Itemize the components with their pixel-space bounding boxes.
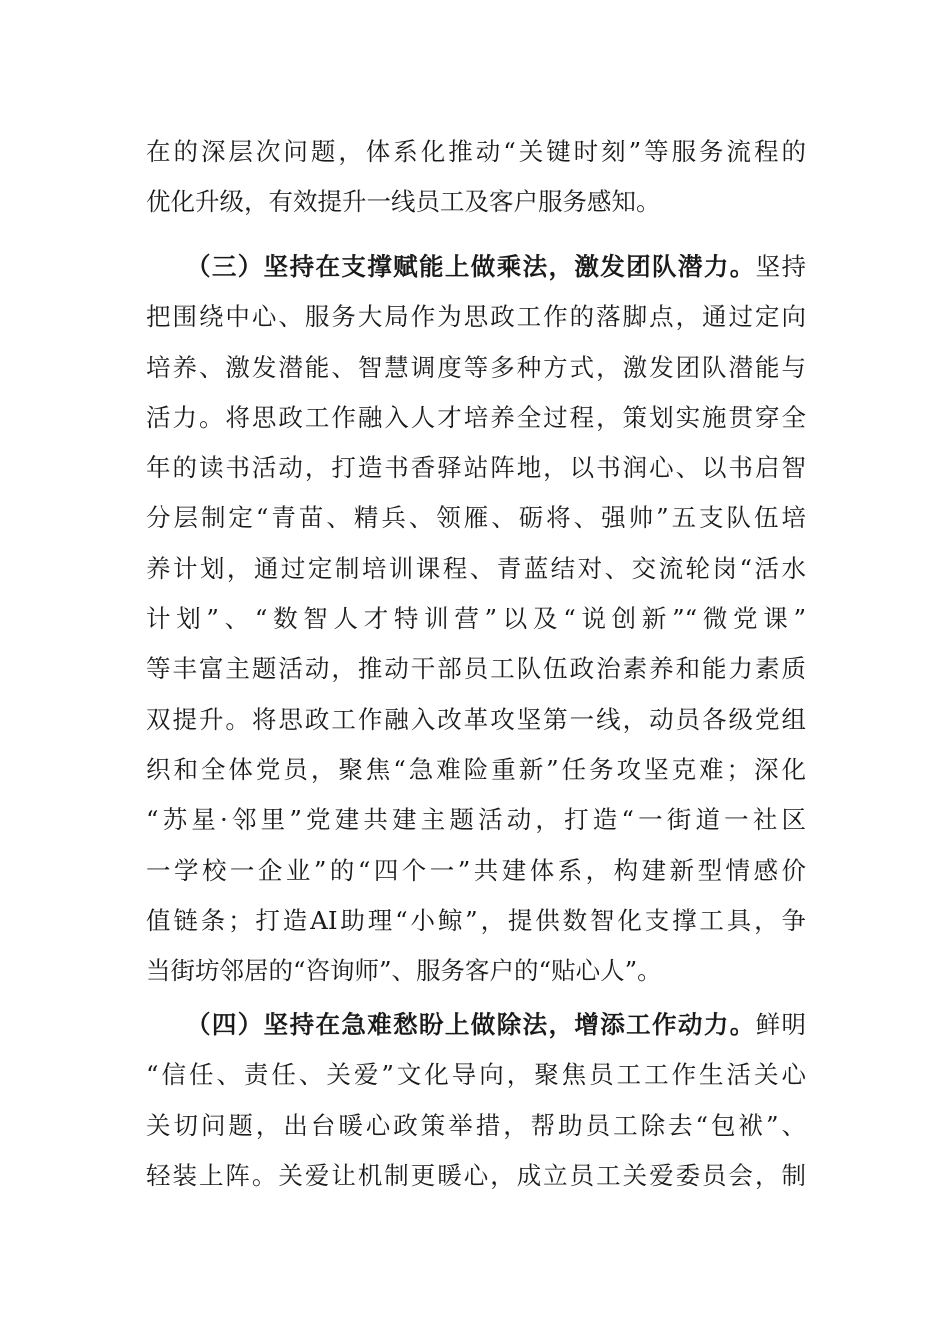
text-line: “信任、责任、关爱”文化导向，聚焦员工工作生活关心 bbox=[146, 1060, 806, 1090]
section-heading: （三）坚持在支撑赋能上做乘法，激发团队潜力。 bbox=[186, 252, 756, 281]
text-line: 把围绕中心、服务大局作为思政工作的落脚点，通过定向 bbox=[146, 302, 806, 332]
text-run: 鲜明 bbox=[755, 1010, 807, 1039]
text-line: 当街坊邻居的“咨询师”、服务客户的“贴心人”。 bbox=[146, 956, 662, 986]
text-run: 坚持 bbox=[755, 252, 807, 281]
text-line: 关切问题，出台暖心政策举措，帮助员工除去“包袱”、 bbox=[146, 1110, 806, 1140]
text-line: 培养、激发潜能、智慧调度等多种方式，激发团队潜能与 bbox=[146, 352, 806, 382]
text-line: 计划”、“数智人才特训营”以及“说创新”“微党课” bbox=[146, 604, 806, 634]
text-line: 年的读书活动，打造书香驿站阵地，以书润心、以书启智 bbox=[146, 453, 806, 483]
text-line: 值链条；打造AI助理“小鲸”，提供数智化支撑工具，争 bbox=[146, 905, 806, 935]
text-line: 在的深层次问题，体系化推动“关键时刻”等服务流程的 bbox=[146, 137, 806, 166]
text-line: 分层制定“青苗、精兵、领雁、砺将、强帅”五支队伍培 bbox=[146, 503, 806, 533]
text-line: 织和全体党员，聚焦“急难险重新”任务攻坚克难；深化 bbox=[146, 754, 806, 784]
text-line: 优化升级，有效提升一线员工及客户服务感知。 bbox=[146, 187, 661, 217]
section-heading: （四）坚持在急难愁盼上做除法，增添工作动力。 bbox=[186, 1010, 756, 1039]
text-line: 养计划，通过定制培训课程、青蓝结对、交流轮岗“活水 bbox=[146, 553, 806, 583]
paragraph-section-3 bbox=[146, 242, 806, 996]
paragraph-first-line bbox=[146, 242, 806, 292]
paragraph-first-line bbox=[146, 1000, 806, 1050]
text-line: 等丰富主题活动，推动干部员工队伍政治素养和能力素质 bbox=[146, 654, 806, 684]
text-line: 双提升。将思政工作融入改革攻坚第一线，动员各级党组 bbox=[146, 704, 806, 734]
text-line: 活力。将思政工作融入人才培养全过程，策划实施贯穿全 bbox=[146, 402, 806, 432]
paragraph-continuation bbox=[146, 127, 806, 228]
text-line: 一学校一企业”的“四个一”共建体系，构建新型情感价 bbox=[146, 855, 806, 885]
text-line: 轻装上阵。关爱让机制更暖心，成立员工关爱委员会，制 bbox=[146, 1160, 806, 1190]
text-line: “苏星·邻里”党建共建主题活动，打造“一街道一社区 bbox=[146, 805, 806, 835]
paragraph-section-4 bbox=[146, 1000, 806, 1201]
